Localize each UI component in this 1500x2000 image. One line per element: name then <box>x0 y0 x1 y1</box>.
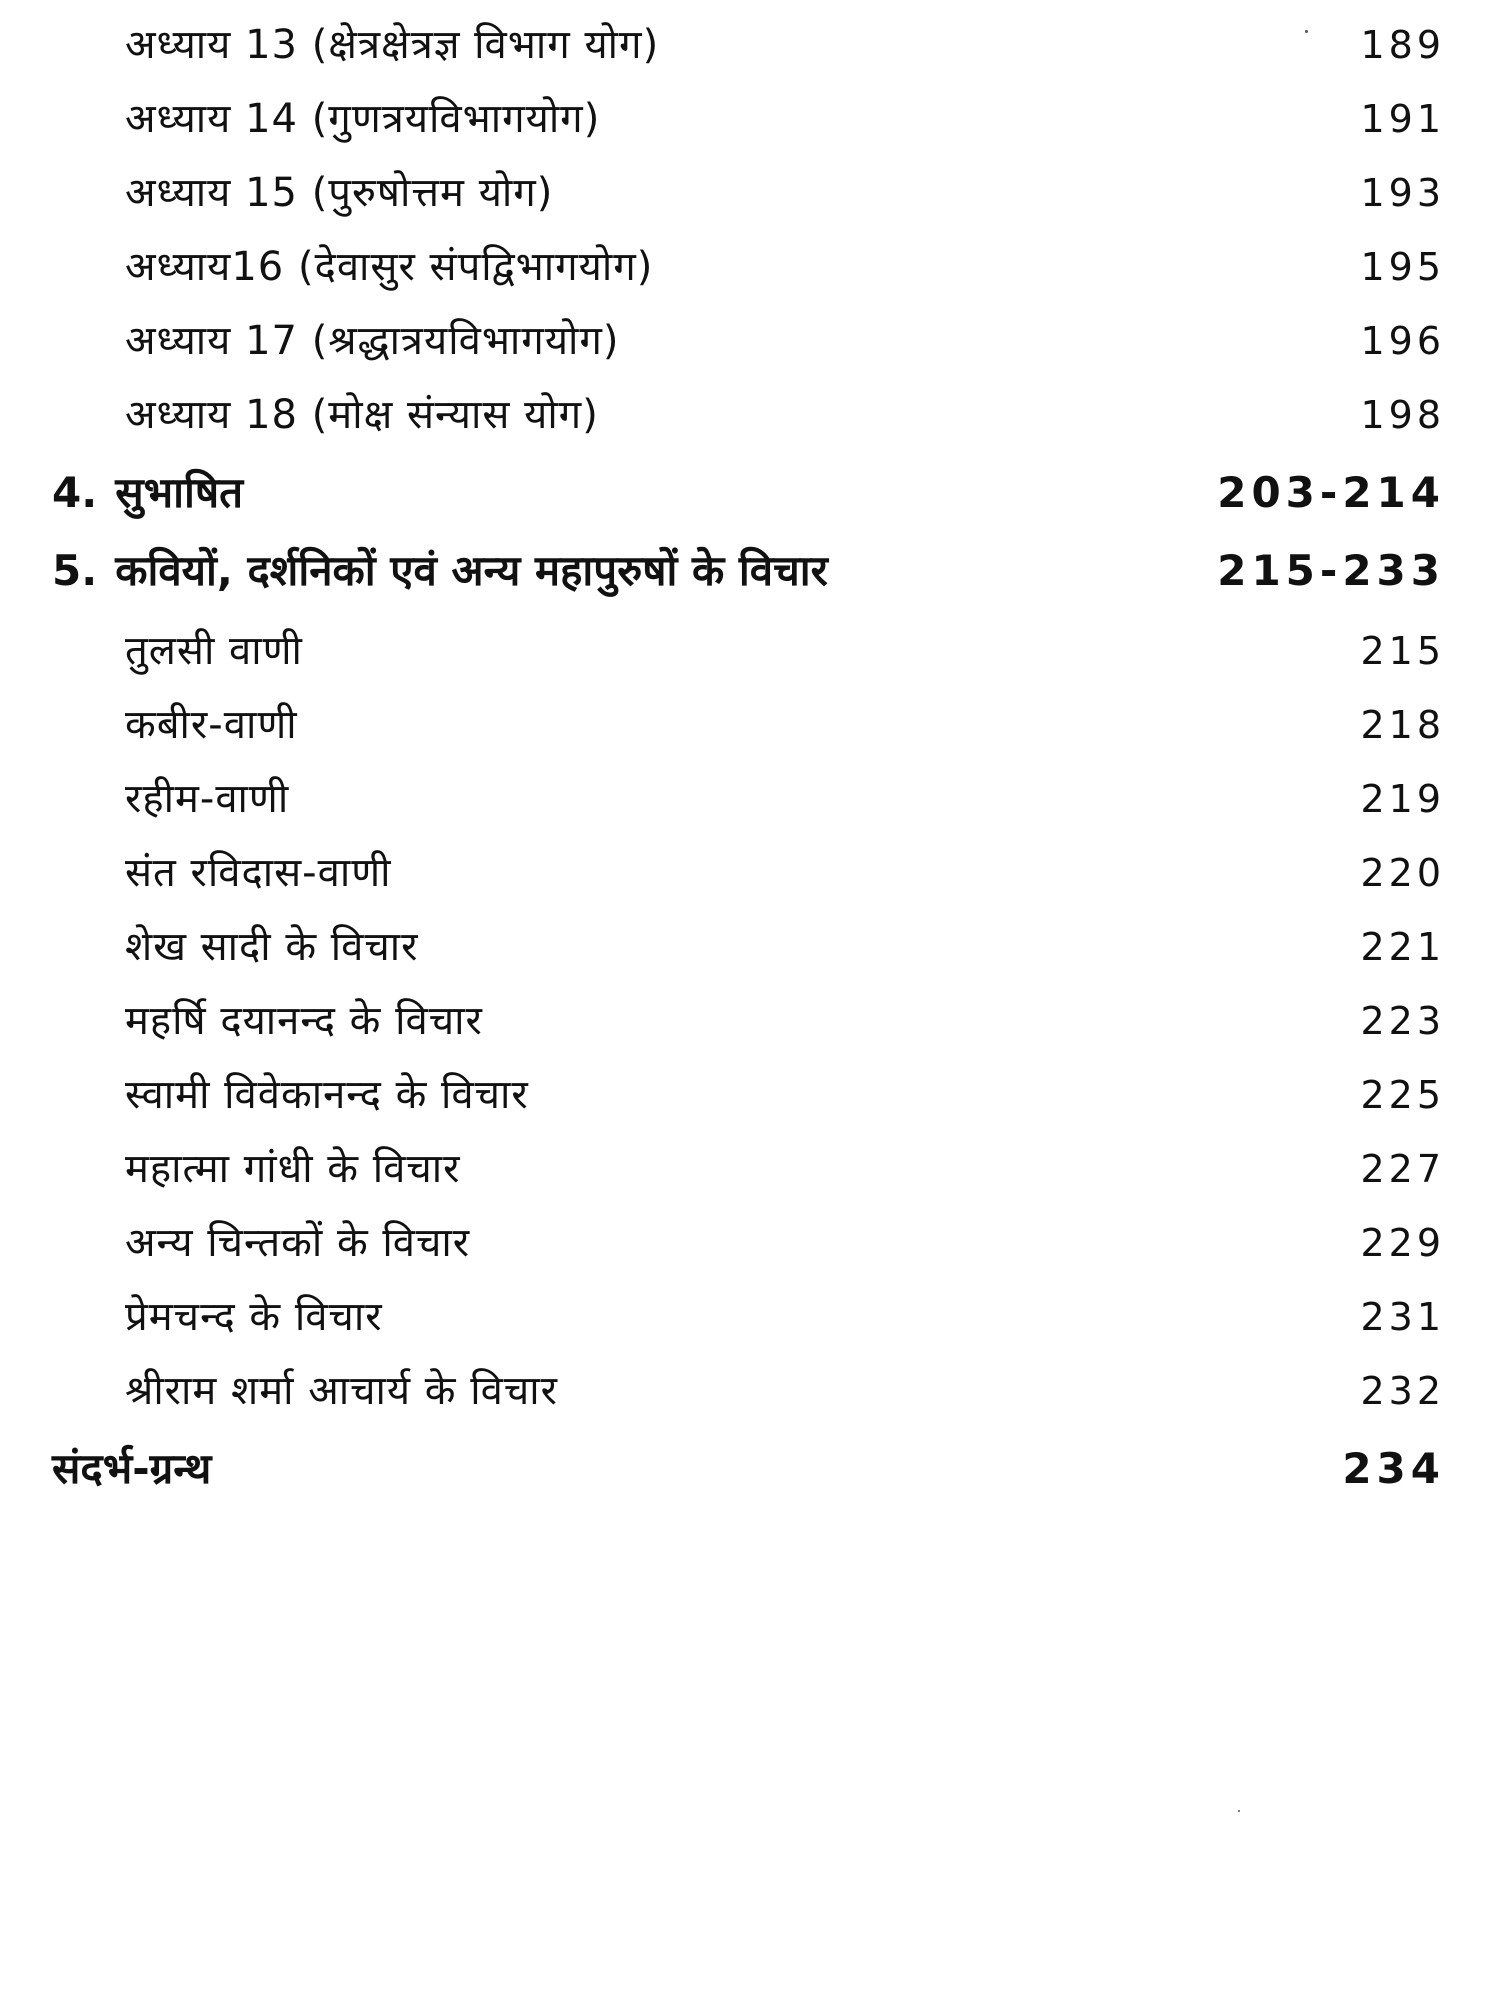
toc-entry-title: अध्याय16 (देवासुर संपद्विभागयोग) <box>125 244 654 290</box>
toc-section-title <box>52 462 243 524</box>
scan-speck <box>1305 30 1308 33</box>
toc-entry-other-thinkers <box>125 1212 1445 1274</box>
toc-entry-title: संत रविदास-वाणी <box>125 850 392 896</box>
toc-entry-title: स्वामी विवेकानन्द के विचार <box>125 1072 529 1118</box>
toc-entry-title: तुलसी वाणी <box>125 628 303 674</box>
toc-section-title <box>52 540 828 602</box>
toc-section-number: 4. <box>52 468 98 517</box>
toc-entry-dayanand <box>125 990 1445 1052</box>
toc-entry-premchand <box>125 1286 1445 1348</box>
toc-entry-kabir <box>125 694 1445 756</box>
toc-entry-page: 231 <box>1360 1295 1445 1339</box>
toc-entry-page: 196 <box>1360 319 1445 363</box>
toc-entry-chapter-16 <box>125 236 1445 298</box>
toc-entry-vivekanand <box>125 1064 1445 1126</box>
toc-entry-page: 193 <box>1360 171 1445 215</box>
toc-entry-page: 232 <box>1360 1369 1445 1413</box>
toc-entry-page: 223 <box>1360 999 1445 1043</box>
toc-entry-sheikh-saadi <box>125 916 1445 978</box>
toc-entry-title: महात्मा गांधी के विचार <box>125 1146 461 1192</box>
toc-entry-rahim <box>125 768 1445 830</box>
toc-entry-gandhi <box>125 1138 1445 1200</box>
toc-entry-title: अध्याय 13 (क्षेत्रक्षेत्रज्ञ विभाग योग) <box>125 22 660 68</box>
toc-entry-page: 219 <box>1360 777 1445 821</box>
toc-entry-page: 227 <box>1360 1147 1445 1191</box>
toc-entry-title: अध्याय 17 (श्रद्धात्रयविभागयोग) <box>125 318 620 364</box>
toc-entry-ravidas <box>125 842 1445 904</box>
toc-entry-chapter-15 <box>125 162 1445 224</box>
toc-entry-title: अन्य चिन्तकों के विचार <box>125 1220 471 1266</box>
toc-entry-page: 191 <box>1360 97 1445 141</box>
toc-entry-page: 195 <box>1360 245 1445 289</box>
toc-entry-page: 218 <box>1360 703 1445 747</box>
toc-section-label: सुभाषित <box>115 468 244 517</box>
toc-entry-tulsi <box>125 620 1445 682</box>
toc-entry-title: श्रीराम शर्मा आचार्य के विचार <box>125 1368 558 1414</box>
toc-section-pages: 203-214 <box>1217 468 1445 517</box>
toc-entry-title: अध्याय 18 (मोक्ष संन्यास योग) <box>125 392 599 438</box>
toc-entry-chapter-14 <box>125 88 1445 150</box>
toc-entry-title: अध्याय 14 (गुणत्रयविभागयोग) <box>125 96 601 142</box>
scan-speck <box>1238 1810 1240 1812</box>
toc-entry-chapter-13 <box>125 14 1445 76</box>
toc-entry-page: 198 <box>1360 393 1445 437</box>
toc-entry-title: महर्षि दयानन्द के विचार <box>125 998 483 1044</box>
toc-entry-page: 225 <box>1360 1073 1445 1117</box>
toc-entry-title: शेख सादी के विचार <box>125 924 419 970</box>
toc-section-number: 5. <box>52 546 98 595</box>
toc-bibliography-title: संदर्भ-ग्रन्थ <box>52 1444 212 1493</box>
toc-entry-page: 189 <box>1360 23 1445 67</box>
toc-entry-page: 229 <box>1360 1221 1445 1265</box>
toc-entry-chapter-17 <box>125 310 1445 372</box>
toc-entry-page: 221 <box>1360 925 1445 969</box>
toc-entry-title: कबीर-वाणी <box>125 702 298 748</box>
toc-entry-title: अध्याय 15 (पुरुषोत्तम योग) <box>125 170 554 216</box>
toc-section-5 <box>52 540 1445 602</box>
toc-entry-shriram-sharma <box>125 1360 1445 1422</box>
toc-entry-chapter-18 <box>125 384 1445 446</box>
toc-section-pages: 215-233 <box>1217 546 1445 595</box>
toc-section-label: कवियों, दर्शनिकों एवं अन्य महापुरुषों के विचार <box>115 546 828 595</box>
toc-entry-title: प्रेमचन्द के विचार <box>125 1294 383 1340</box>
toc-entry-page: 215 <box>1360 629 1445 673</box>
toc-section-4 <box>52 462 1445 524</box>
toc-entry-title: रहीम-वाणी <box>125 776 290 822</box>
toc-bibliography <box>52 1438 1445 1500</box>
toc-bibliography-page: 234 <box>1342 1444 1445 1493</box>
toc-entry-page: 220 <box>1360 851 1445 895</box>
